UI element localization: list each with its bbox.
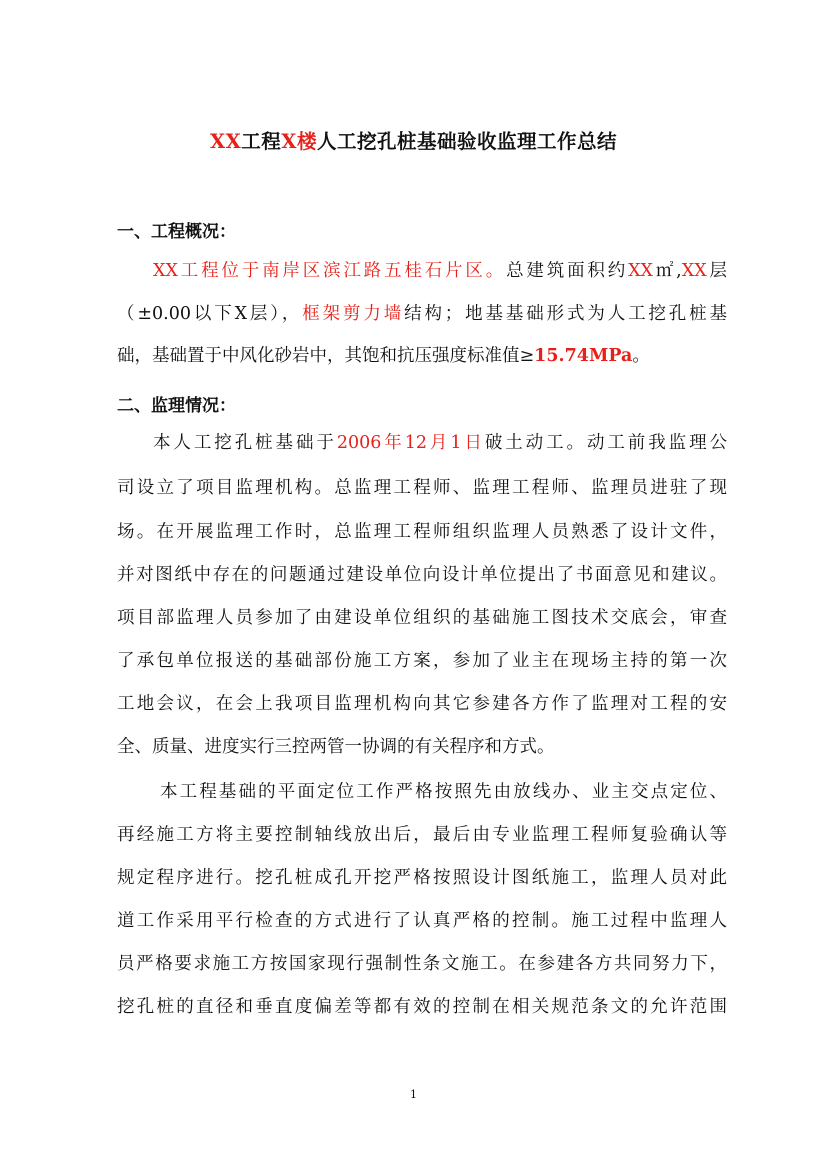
paragraph-line: 项目部监理人员参加了由建设单位组织的基础施工图技术交底会，审查 [117,608,727,628]
paragraph-line: 本工程基础的平面定位工作严格按照先由放线办、业主交点定位、 [160,782,727,802]
overview-line-3 [117,343,727,369]
overview-line-1 [153,258,727,284]
title-part: XX [210,130,242,153]
text-span: 层 [706,261,727,281]
text-span: 本人工挖孔桩基础于 [153,433,337,453]
title-part: 工程 [241,130,282,153]
text-span: 总建筑面积约 [506,261,629,281]
text-span: 结构；地基基础形式为人工挖孔桩基 [404,304,728,324]
overview-line-2 [117,301,727,327]
structure-type: 框架剪力墙 [302,304,405,324]
paragraph-line: 道工作采用平行检查的方式进行了认真严格的控制。施工过程中监理人 [117,911,727,931]
paragraph-line: 全、质量、进度实行三控两管一协调的有关程序和方式。 [117,737,555,757]
floor-value: XX [681,261,707,281]
text-span: 。 [632,346,650,366]
text-span: 础，基础置于中风化砂岩中，其饱和抗压强度标准值≥ [117,346,535,366]
area-value: XX [628,261,653,281]
paragraph-line: 工地会议，在会上我项目监理机构向其它参建各方作了监理对工程的安 [117,694,727,714]
section-heading-supervision: 二、监理情况： [117,396,236,416]
paragraph-line: 再经施工方将主要控制轴线放出后，最后由专业监理工程师复验确认等 [117,825,727,845]
page-number: 1 [410,1088,417,1101]
strength-value: 15.74MPa [534,346,633,366]
paragraph-line: 并对图纸中存在的问题通过建设单位向设计单位提出了书面意见和建议。 [117,565,727,585]
paragraph-line: 员严格要求施工方按国家现行强制性条文施工。在参建各方共同努力下， [117,954,727,974]
project-location: XX工程位于南岸区滨江路五桂石片区。 [153,261,507,281]
start-date: 2006年12月1日 [336,433,485,453]
section-heading-overview: 一、工程概况： [117,222,236,242]
page-title [0,126,827,154]
paragraph-line: 场。在开展监理工作时，总监理工程师组织监理人员熟悉了设计文件， [117,522,727,542]
paragraph-line: 了承包单位报送的基础部份施工方案，参加了业主在现场主持的第一次 [117,651,727,671]
title-part: 人工挖孔桩基础验收监理工作总结 [316,130,617,153]
title-part: X [281,130,297,153]
text-span: 破土动工。动工前我监理公 [484,433,728,453]
text-span: （±0.00以下X层）， [117,304,303,324]
title-part: 楼 [296,130,317,153]
paragraph-line [153,430,727,456]
paragraph-line: 规定程序进行。挖孔桩成孔开挖严格按照设计图纸施工，监理人员对此 [117,868,727,888]
paragraph-line: 司设立了项目监理机构。总监理工程师、监理工程师、监理员进驻了现 [117,478,727,498]
text-span: ㎡, [653,261,682,281]
paragraph-line: 挖孔桩的直径和垂直度偏差等都有效的控制在相关规范条文的允许范围 [117,997,727,1017]
